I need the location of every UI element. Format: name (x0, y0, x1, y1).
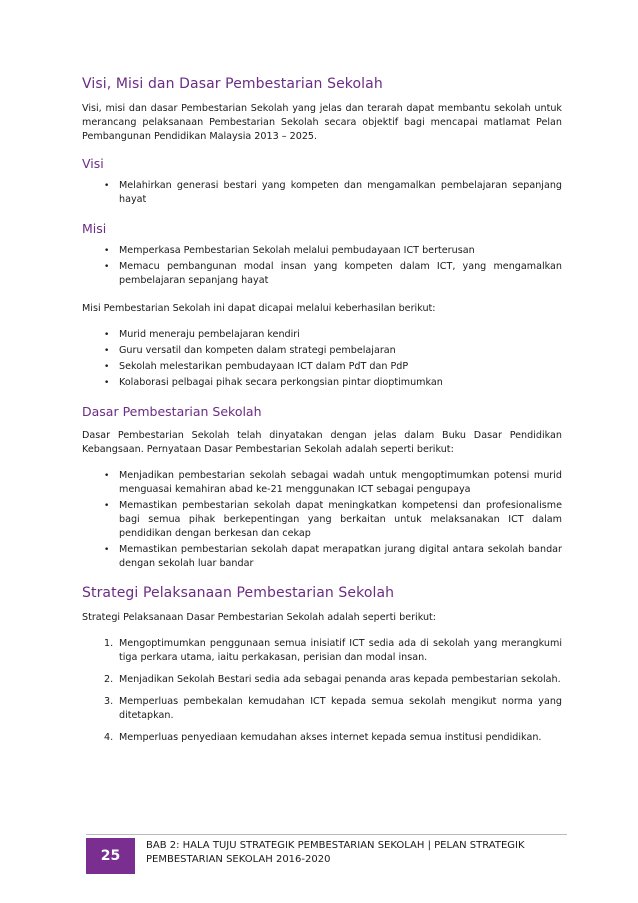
strategi-intro: Strategi Pelaksanaan Dasar Pembestarian Sekolah adalah seperti berikut: (82, 612, 437, 623)
list-item: • Memacu pembangunan modal insan yang kompeten dalam ICT, yang mengamalkan pembelajaran sepanjang hayat (104, 261, 562, 286)
dasar-heading: Dasar Pembestarian Sekolah (82, 404, 262, 419)
item-number: 1. (104, 638, 114, 649)
dasar-intro: Dasar Pembestarian Sekolah telah dinyatakan dengan jelas dalam Buku Dasar Pendidikan Kebangsaan. Pernyataan Dasar Pembestarian Sekolah adalah seperti berikut: (82, 430, 562, 455)
item-number: 4. (104, 732, 114, 743)
numbered-item: 2. Menjadikan Sekolah Bestari sedia ada sebagai penanda aras kepada pembestarian sekolah. (104, 674, 561, 685)
strategi-heading: Strategi Pelaksanaan Pembestarian Sekolah (82, 585, 395, 601)
numbered-item: 3. Memperluas pembekalan kemudahan ICT kepada semua sekolah mengikut norma yang ditetapkan. (104, 696, 562, 721)
bullet-icon: • (104, 262, 110, 272)
bullet-icon: • (104, 330, 110, 340)
bullet-icon: • (104, 362, 110, 372)
footer-divider (86, 834, 567, 835)
numbered-item: 4. Memperluas penyediaan kemudahan akses internet kepada semua institusi pendidikan. (104, 732, 542, 743)
bullet-icon: • (104, 378, 110, 388)
intro-paragraph: Visi, misi dan dasar Pembestarian Sekolah yang jelas dan terarah dapat membantu sekolah untuk merancang pelaksanaan Pembestarian Sekolah secara objektif bagi mencapai matlamat Pelan Pembangunan Pendidikan Malaysia 2013 – 2025. (82, 103, 562, 142)
list-item: • Melahirkan generasi bestari yang kompeten dan mengamalkan pembelajaran sepanjang hayat (104, 180, 562, 205)
list-item: • Murid meneraju pembelajaran kendiri (104, 329, 300, 340)
list-item: • Kolaborasi pelbagai pihak secara perkongsian pintar dioptimumkan (104, 377, 443, 388)
visi-list (82, 179, 562, 207)
item-number: 3. (104, 696, 114, 707)
dasar-list (82, 469, 562, 571)
section-heading-visi-misi-dasar: Visi, Misi dan Dasar Pembestarian Sekolah (82, 76, 383, 92)
misi-heading: Misi (82, 221, 107, 236)
item-number: 2. (104, 674, 114, 685)
footer-chapter-title: BAB 2: HALA TUJU STRATEGIK PEMBESTARIAN SEKOLAH | PELAN STRATEGIK PEMBESTARIAN SEKOLAH 2016-2020 (146, 840, 525, 865)
list-item: • Menjadikan pembestarian sekolah sebagai wadah untuk mengoptimumkan potensi murid menguasai kemahiran abad ke-21 menggunakan ICT sebagai pengupaya (104, 470, 562, 495)
numbered-item: 1. Mengoptimumkan penggunaan semua inisiatif ICT sedia ada di sekolah yang merangkumi tiga perkara utama, iaitu perkakasan, perisian dan modal insan. (104, 638, 562, 663)
bullet-icon: • (104, 181, 110, 191)
outcomes-list (82, 328, 562, 390)
strategi-list (82, 637, 562, 745)
list-item: • Memperkasa Pembestarian Sekolah melalui pembudayaan ICT berterusan (104, 245, 475, 256)
visi-heading: Visi (82, 156, 104, 171)
list-item: • Guru versatil dan kompeten dalam strategi pembelajaran (104, 345, 396, 356)
list-item: • Memastikan pembestarian sekolah dapat merapatkan jurang digital antara sekolah bandar dengan sekolah luar bandar (104, 544, 562, 569)
bullet-icon: • (104, 346, 110, 356)
list-item: • Sekolah melestarikan pembudayaan ICT dalam PdT dan PdP (104, 361, 409, 372)
bullet-icon: • (104, 471, 110, 481)
list-item: • Memastikan pembestarian sekolah dapat meningkatkan kompetensi dan profesionalisme bagi semua pihak berkepentingan yang berkaitan untuk melaksanakan ICT dalam pendidikan dengan berkesan dan cekap (104, 500, 562, 539)
bullet-icon: • (104, 246, 110, 256)
page-number-badge: 25 (86, 838, 135, 874)
bullet-icon: • (104, 545, 110, 555)
misi-note: Misi Pembestarian Sekolah ini dapat dicapai melalui keberhasilan berikut: (82, 303, 436, 314)
misi-list (82, 244, 562, 288)
page-content (82, 64, 562, 753)
bullet-icon: • (104, 501, 110, 511)
